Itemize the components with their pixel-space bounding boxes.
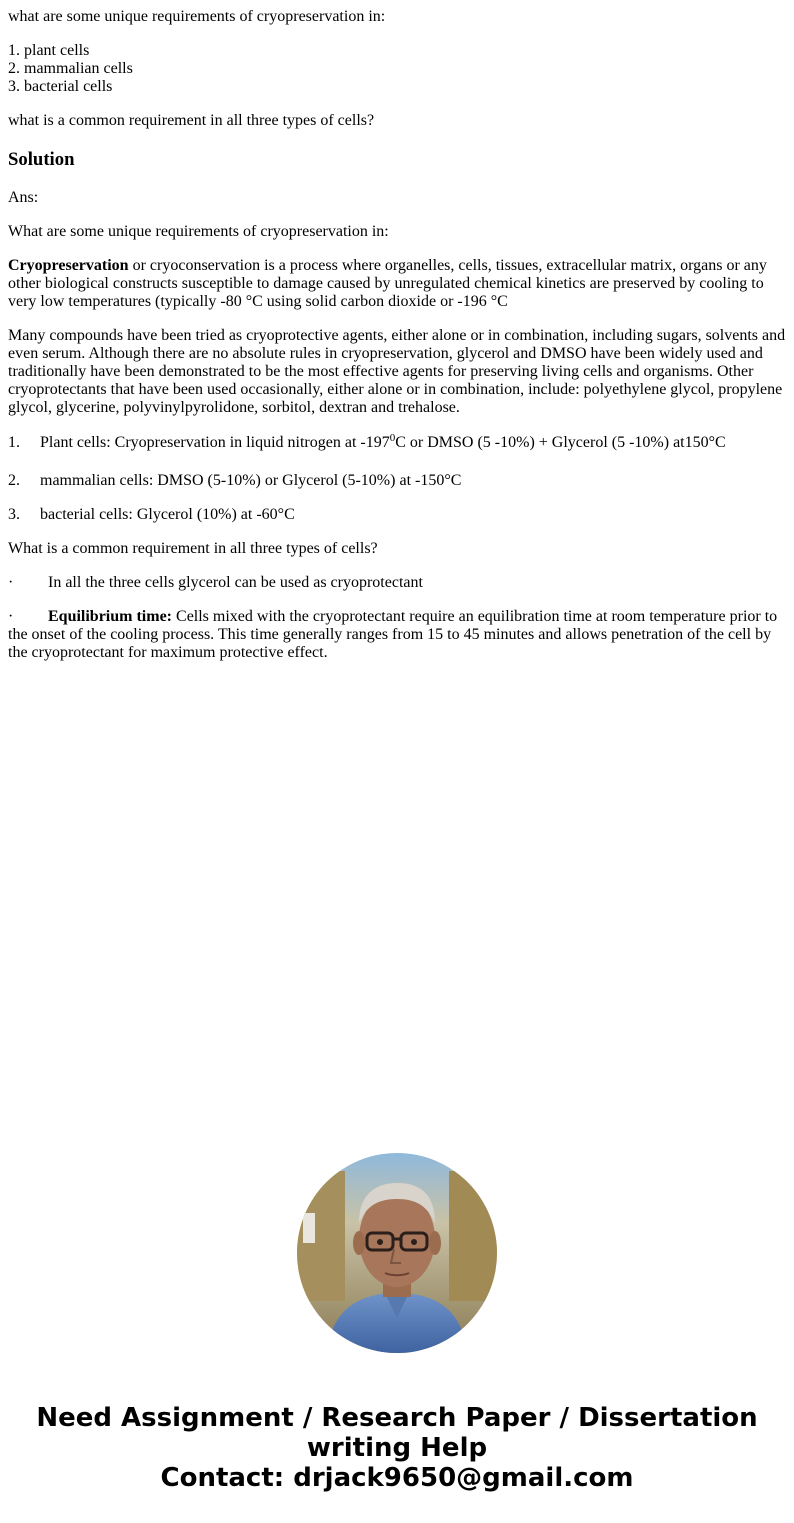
- numbered-item-text: mammalian cells: DMSO (5-10%) or Glycerol (5-10%) at -150°C: [40, 472, 462, 489]
- question-item-mammalian: 2. mammalian cells: [8, 60, 133, 77]
- question-common: what is a common requirement in all three types of cells?: [8, 112, 375, 129]
- author-avatar: [297, 1153, 497, 1353]
- equilibrium-time-term: Equilibrium time:: [48, 608, 173, 625]
- cryopreservation-definition-text: or cryoconservation is a process where organelles, cells, tissues, extracellular matrix, organs or any other biological constructs susceptible to damage caused by unregulated chemical kinetics are preserved by cooling to very low temperatures (typically -80 °C using solid carbon dioxide or -196 °C: [8, 257, 767, 310]
- question-list: [8, 42, 786, 96]
- footer-contact-banner: [0, 1403, 794, 1493]
- question-item-plant: 1. plant cells: [8, 42, 90, 59]
- unique-requirements-heading: What are some unique requirements of cryopreservation in:: [8, 223, 389, 240]
- bullet-symbol: ·: [8, 574, 14, 591]
- cryopreservation-definition: [8, 257, 786, 311]
- numbered-item-number: 3.: [8, 506, 20, 523]
- bullet-item-text: In all the three cells glycerol can be used as cryoprotectant: [48, 574, 423, 591]
- numbered-item-text: Plant cells: Cryopreservation in liquid nitrogen at -197: [40, 434, 390, 451]
- numbered-item-number: 1.: [8, 434, 20, 451]
- question-item-bacterial: 3. bacterial cells: [8, 78, 113, 95]
- numbered-item-text-after: C or DMSO (5 -10%) + Glycerol (5 -10%) at150°C: [395, 434, 726, 451]
- solution-heading: Solution: [8, 149, 75, 170]
- author-portrait-image: [297, 1153, 497, 1353]
- answer-label: Ans:: [8, 189, 39, 206]
- cryopreservation-term: Cryopreservation: [8, 257, 129, 274]
- numbered-item-text: bacterial cells: Glycerol (10%) at -60°C: [40, 506, 295, 523]
- bullet-item-equilibrium-time: [8, 608, 786, 662]
- question-intro: what are some unique requirements of cryopreservation in:: [8, 8, 386, 25]
- numbered-item-mammalian-cells: [8, 472, 461, 490]
- numbered-item-plant-cells: [8, 434, 726, 452]
- bullet-item-text: Cells mixed with the cryoprotectant require an equilibration time at room temperature prior to the onset of the cooling process. This time generally ranges from 15 to 45 minutes and allows penetration of the cell by the cryoprotectant for maximum protective effect.: [8, 608, 778, 661]
- footer-line-writing-help: writing Help: [306, 1433, 488, 1463]
- cryoprotectant-compounds-paragraph: Many compounds have been tried as cryoprotective agents, either alone or in combination, including sugars, solvents and even serum. Although there are no absolute rules in cryopreservation, glycerol and DMSO have been widely used and traditionally have been demonstrated to be the most effective agents for preserving living cells and organisms. Other cryoprotectants that have been used occasionally, either alone or in combination, include: polyethylene glycol, propylene glycol, glycerine, polyvinylpyrolidone, sorbitol, dextran and trehalose.: [8, 327, 786, 416]
- superscript-degree: 0: [389, 432, 396, 444]
- bullet-item-glycerol: [8, 574, 423, 592]
- numbered-item-number: 2.: [8, 472, 20, 489]
- footer-line-contact-email: Contact: drjack9650@gmail.com: [160, 1463, 634, 1493]
- numbered-item-bacterial-cells: [8, 506, 295, 524]
- footer-line-need-assignment: Need Assignment / Research Paper / Dissertation: [36, 1403, 758, 1433]
- common-requirement-heading: What is a common requirement in all three types of cells?: [8, 540, 378, 557]
- bullet-symbol: ·: [8, 608, 14, 625]
